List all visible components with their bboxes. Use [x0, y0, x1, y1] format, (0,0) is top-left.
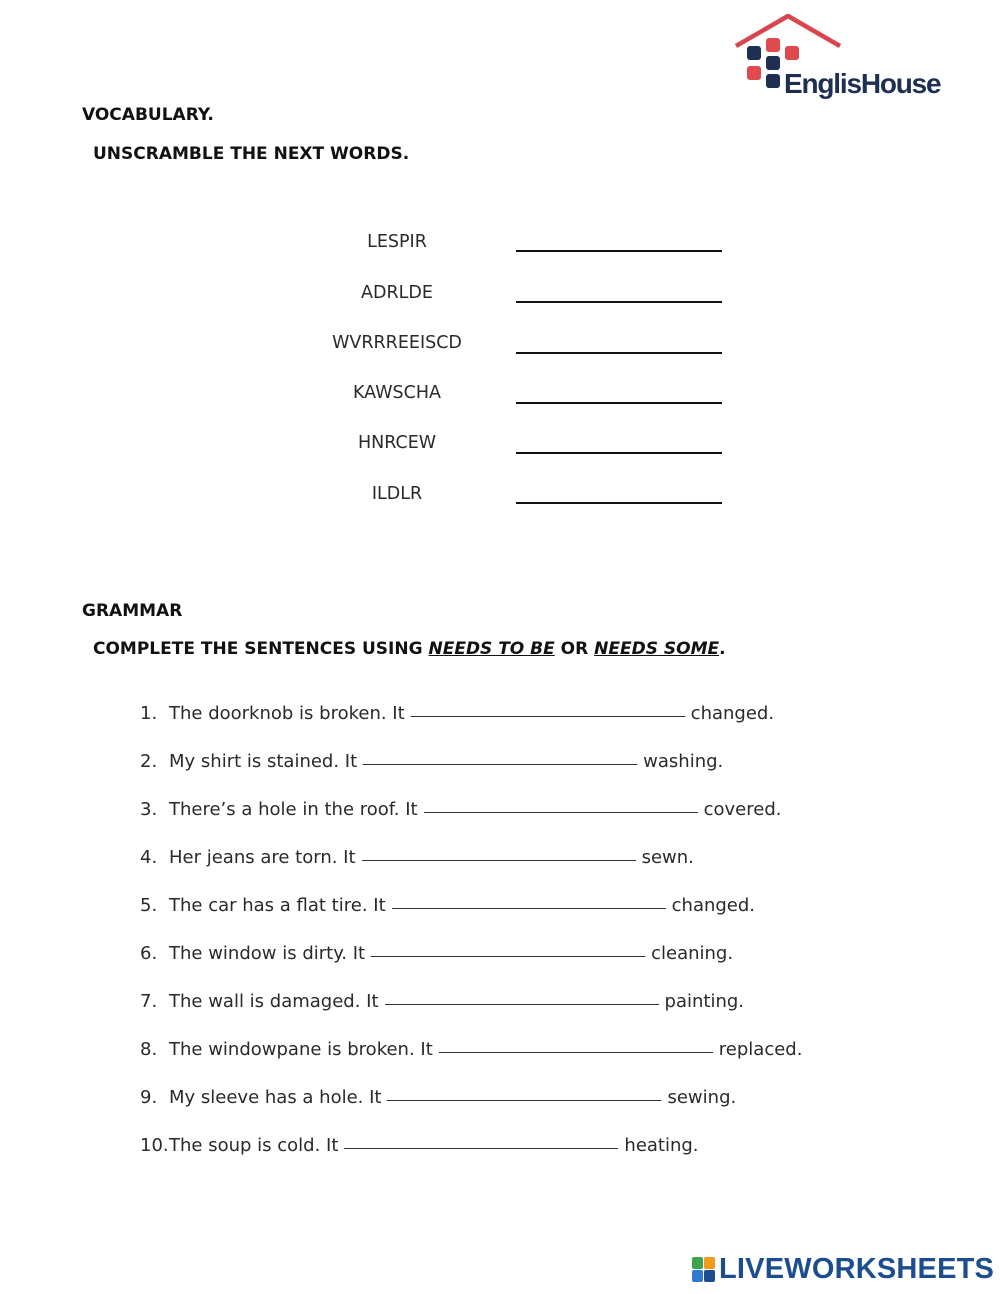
answer-line[interactable] [516, 452, 722, 454]
sentence-after: changed. [690, 703, 775, 724]
instruction-start: COMPLETE THE SENTENCES USING [93, 639, 429, 659]
sentence-number: 6. [140, 943, 158, 964]
sentence-before: The doorknob is broken. It [169, 703, 405, 724]
sentence-before: The windowpane is broken. It [169, 1039, 433, 1060]
logo-brand-text: EnglisHouse [784, 68, 941, 99]
sentence-item [140, 1039, 802, 1060]
sentence-number: 8. [140, 1039, 158, 1060]
vocabulary-heading: VOCABULARY. [82, 105, 214, 125]
sentence-before: The window is dirty. It [169, 943, 366, 964]
sentence-after: replaced. [718, 1039, 803, 1060]
option-needs-some: NEEDS SOME [594, 639, 720, 659]
answer-blank[interactable] [387, 1100, 661, 1101]
liveworksheets-text: LIVEWORKSHEETS [719, 1253, 995, 1285]
sentence-before: My shirt is stained. It [169, 751, 358, 772]
option-needs-to-be: NEEDS TO BE [428, 639, 555, 659]
sentence-after: heating. [624, 1135, 699, 1156]
sentence-before: There’s a hole in the roof. It [169, 799, 418, 820]
instruction-end: . [719, 639, 726, 659]
sentence-number: 10. [140, 1135, 169, 1156]
instruction-connector: OR [554, 639, 595, 659]
answer-line[interactable] [516, 301, 722, 303]
sentence-number: 7. [140, 991, 158, 1012]
answer-blank[interactable] [363, 764, 637, 765]
answer-line[interactable] [516, 502, 722, 504]
scrambled-word: WVRRREEISCD [332, 333, 462, 353]
scrambled-word: LESPIR [367, 232, 427, 252]
answer-line[interactable] [516, 402, 722, 404]
scrambled-word: HNRCEW [357, 433, 437, 453]
vocabulary-instruction: UNSCRAMBLE THE NEXT WORDS. [93, 144, 410, 164]
answer-blank[interactable] [371, 956, 645, 957]
sentence-after: changed. [671, 895, 756, 916]
scrambled-word: ADRLDE [361, 283, 433, 303]
sentence-item [140, 703, 774, 724]
sentence-before: My sleeve has a hole. It [169, 1087, 382, 1108]
sentence-after: sewn. [641, 847, 694, 868]
grammar-heading: GRAMMAR [82, 601, 183, 621]
answer-blank[interactable] [362, 860, 636, 861]
sentence-number: 5. [140, 895, 158, 916]
sentence-before: The soup is cold. It [169, 1135, 339, 1156]
sentence-number: 4. [140, 847, 158, 868]
sentence-number: 9. [140, 1087, 158, 1108]
sentence-before: The car has a flat tire. It [169, 895, 386, 916]
sentence-item [140, 751, 723, 772]
sentence-item [140, 895, 755, 916]
scrambled-word: ILDLR [371, 484, 423, 504]
sentence-item [140, 1087, 736, 1108]
answer-line[interactable] [516, 352, 722, 354]
sentence-number: 3. [140, 799, 158, 820]
sentence-before: The wall is damaged. It [169, 991, 379, 1012]
sentence-after: covered. [703, 799, 782, 820]
sentence-after: painting. [664, 991, 745, 1012]
sentence-after: washing. [643, 751, 724, 772]
sentence-item [140, 943, 733, 964]
grammar-instruction [93, 639, 726, 659]
sentence-after: sewing. [667, 1087, 737, 1108]
sentence-item [140, 991, 744, 1012]
sentence-item [140, 847, 694, 868]
sentence-item [140, 799, 781, 820]
answer-blank[interactable] [392, 908, 666, 909]
scrambled-word: KAWSCHA [353, 383, 441, 403]
sentence-number: 1. [140, 703, 158, 724]
liveworksheets-logo [690, 1253, 995, 1287]
answer-line[interactable] [516, 250, 722, 252]
answer-blank[interactable] [385, 1004, 659, 1005]
answer-blank[interactable] [344, 1148, 618, 1149]
answer-blank[interactable] [439, 1052, 713, 1053]
sentence-number: 2. [140, 751, 158, 772]
answer-blank[interactable] [411, 716, 685, 717]
liveworksheets-cube-icon [692, 1257, 716, 1283]
englishouse-logo [730, 12, 945, 104]
answer-blank[interactable] [424, 812, 698, 813]
sentence-item [140, 1135, 699, 1156]
sentence-before: Her jeans are torn. It [169, 847, 356, 868]
sentence-after: cleaning. [651, 943, 734, 964]
